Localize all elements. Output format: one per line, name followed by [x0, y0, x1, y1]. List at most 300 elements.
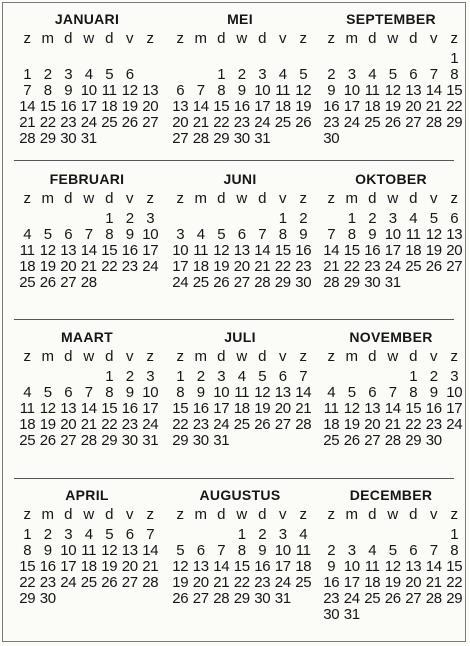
day-cell — [211, 211, 232, 227]
weekday-label: z — [23, 348, 31, 365]
weekday-label: v — [279, 30, 287, 47]
week-row — [170, 131, 320, 147]
day-cell: 2 — [43, 66, 52, 83]
day-cell: 26 — [213, 274, 230, 291]
day-cell: 24 — [446, 416, 463, 433]
day-cell: 17 — [60, 558, 77, 575]
week-row — [321, 99, 470, 115]
day-cell: 16 — [425, 400, 442, 417]
day-cell: 24 — [60, 574, 77, 591]
weekday-label: m — [194, 506, 207, 523]
day-cell: 19 — [101, 558, 118, 575]
week-row — [170, 385, 320, 401]
weekday-label: z — [146, 348, 154, 365]
day-cell — [120, 591, 141, 607]
day-cell: 8 — [105, 226, 114, 243]
day-cell — [58, 369, 79, 385]
day-cell: 10 — [343, 558, 360, 575]
day-cell: 7 — [84, 384, 93, 401]
day-cell: 22 — [446, 574, 463, 591]
day-cell: 2 — [237, 66, 246, 83]
day-cell — [383, 131, 404, 147]
day-cell: 25 — [364, 590, 381, 607]
day-cell — [362, 527, 383, 543]
day-cell: 7 — [84, 226, 93, 243]
day-cell: 23 — [121, 258, 138, 275]
week-row — [321, 115, 470, 131]
day-cell — [99, 51, 120, 67]
day-cell: 12 — [101, 542, 118, 559]
day-cell: 10 — [142, 226, 159, 243]
day-cell: 18 — [19, 416, 36, 433]
week-row — [17, 51, 167, 67]
day-cell: 4 — [299, 526, 308, 543]
day-cell: 9 — [327, 82, 336, 99]
day-cell — [191, 67, 212, 83]
day-cell: 9 — [64, 82, 73, 99]
day-cell: 16 — [233, 98, 250, 115]
weekday-header — [321, 31, 470, 47]
day-cell: 3 — [217, 368, 226, 385]
weekday-header — [17, 349, 167, 365]
day-cell: 30 — [121, 432, 138, 449]
month-november — [321, 328, 470, 449]
day-cell: 17 — [172, 258, 189, 275]
day-cell: 28 — [80, 432, 97, 449]
day-cell: 31 — [80, 130, 97, 147]
day-cell: 23 — [254, 574, 271, 591]
day-cell: 4 — [368, 66, 377, 83]
month-name: FEBRUARI — [49, 171, 125, 187]
day-cell: 31 — [343, 606, 360, 623]
day-cell: 31 — [274, 590, 291, 607]
weekday-label: w — [236, 30, 248, 47]
day-cell: 18 — [233, 400, 250, 417]
month-name: OKTOBER — [355, 171, 427, 187]
week-row — [170, 227, 320, 243]
day-cell: 9 — [125, 226, 134, 243]
day-cell: 8 — [43, 82, 52, 99]
day-cell: 7 — [327, 226, 336, 243]
day-cell: 21 — [80, 416, 97, 433]
day-cell: 2 — [327, 66, 336, 83]
weekday-label: z — [176, 190, 184, 207]
weekday-label: z — [23, 506, 31, 523]
month-september — [321, 10, 470, 147]
day-cell: 28 — [80, 274, 97, 291]
day-cell — [362, 131, 383, 147]
day-cell — [362, 51, 383, 67]
week-row — [170, 559, 320, 575]
day-cell: 1 — [105, 210, 114, 227]
day-cell: 19 — [425, 242, 442, 259]
day-cell — [99, 275, 120, 291]
day-cell: 26 — [343, 432, 360, 449]
month-juni — [170, 170, 320, 291]
weekday-label: m — [345, 190, 358, 207]
day-cell: 6 — [64, 384, 73, 401]
weekday-header — [170, 31, 320, 47]
weekday-label: w — [83, 190, 95, 207]
day-cell: 2 — [258, 526, 267, 543]
day-cell: 30 — [233, 130, 250, 147]
day-cell: 11 — [81, 542, 97, 559]
day-cell: 19 — [121, 98, 138, 115]
day-cell: 13 — [364, 400, 381, 417]
weekday-label: d — [217, 348, 226, 365]
week-row — [17, 385, 167, 401]
week-row — [170, 591, 320, 607]
day-cell: 22 — [39, 114, 56, 131]
day-cell: 1 — [105, 368, 114, 385]
weekday-label: z — [450, 30, 458, 47]
day-cell: 4 — [23, 226, 32, 243]
weekday-label: d — [409, 506, 418, 523]
day-cell: 25 — [80, 574, 97, 591]
day-cell: 9 — [299, 226, 308, 243]
month-name: JANUARI — [54, 11, 120, 27]
day-cell: 16 — [121, 400, 138, 417]
weekday-label: d — [105, 190, 114, 207]
month-name: MEI — [227, 11, 253, 27]
week-row — [170, 67, 320, 83]
weekday-label: w — [83, 348, 95, 365]
weekday-label: d — [258, 190, 267, 207]
day-cell: 2 — [125, 210, 134, 227]
weekday-header — [17, 191, 167, 207]
month-name: APRIL — [65, 487, 109, 503]
day-cell: 22 — [343, 258, 360, 275]
day-cell: 5 — [429, 210, 438, 227]
day-cell: 25 — [295, 574, 312, 591]
day-cell: 5 — [43, 226, 52, 243]
week-row — [17, 275, 167, 291]
day-cell: 29 — [446, 114, 463, 131]
day-cell: 3 — [278, 526, 287, 543]
day-cell — [232, 433, 253, 449]
month-name: NOVEMBER — [349, 329, 433, 345]
weekday-label: m — [41, 348, 54, 365]
day-cell: 20 — [274, 400, 291, 417]
day-cell: 28 — [213, 590, 230, 607]
day-cell: 22 — [172, 416, 189, 433]
day-cell: 29 — [446, 590, 463, 607]
weekday-label: z — [299, 30, 307, 47]
day-cell — [140, 67, 161, 83]
weekday-label: w — [83, 30, 95, 47]
day-cell: 7 — [299, 368, 308, 385]
day-cell: 19 — [39, 416, 56, 433]
day-cell: 30 — [254, 590, 271, 607]
day-cell: 2 — [125, 368, 134, 385]
day-cell — [403, 607, 424, 623]
day-cell: 10 — [274, 542, 291, 559]
week-row — [17, 83, 167, 99]
day-cell: 14 — [19, 98, 36, 115]
day-cell — [321, 527, 342, 543]
day-cell: 27 — [274, 416, 291, 433]
day-cell — [211, 51, 232, 67]
month-name: JULI — [224, 329, 256, 345]
day-cell — [17, 51, 38, 67]
weekday-label: v — [279, 506, 287, 523]
week-row — [170, 275, 320, 291]
day-cell: 26 — [254, 416, 271, 433]
day-cell: 18 — [101, 98, 118, 115]
weekday-label: d — [368, 30, 377, 47]
day-cell: 14 — [384, 400, 401, 417]
weekday-label: d — [368, 348, 377, 365]
day-cell: 6 — [409, 542, 418, 559]
day-cell: 10 — [343, 82, 360, 99]
week-row — [321, 369, 470, 385]
weekday-label: z — [450, 348, 458, 365]
day-cell — [273, 433, 294, 449]
weekday-label: z — [146, 30, 154, 47]
day-cell: 27 — [142, 114, 159, 131]
day-cell: 7 — [146, 526, 155, 543]
week-row — [321, 51, 470, 67]
day-cell: 4 — [196, 226, 205, 243]
week-row — [170, 99, 320, 115]
month-name: JUNI — [223, 171, 257, 187]
day-cell: 8 — [450, 542, 459, 559]
day-cell: 6 — [237, 226, 246, 243]
day-cell — [232, 51, 253, 67]
day-cell: 17 — [213, 400, 230, 417]
day-cell: 6 — [278, 368, 287, 385]
day-cell: 8 — [237, 542, 246, 559]
day-cell: 12 — [384, 558, 401, 575]
day-cell: 13 — [405, 82, 422, 99]
day-cell: 16 — [364, 242, 381, 259]
week-row — [170, 115, 320, 131]
day-cell: 17 — [142, 400, 159, 417]
weekday-label: z — [299, 190, 307, 207]
day-cell — [232, 211, 253, 227]
day-cell — [79, 211, 100, 227]
day-cell: 19 — [254, 400, 271, 417]
day-cell: 2 — [327, 542, 336, 559]
day-cell: 3 — [258, 66, 267, 83]
day-cell: 6 — [176, 82, 185, 99]
day-cell — [191, 527, 212, 543]
weekday-header — [17, 31, 167, 47]
day-cell: 29 — [274, 274, 291, 291]
day-cell: 2 — [429, 368, 438, 385]
day-cell: 13 — [60, 242, 77, 259]
day-cell: 16 — [60, 98, 77, 115]
day-cell: 23 — [192, 416, 209, 433]
day-cell: 17 — [274, 558, 291, 575]
day-cell: 27 — [405, 114, 422, 131]
day-cell: 20 — [233, 258, 250, 275]
day-cell: 25 — [405, 258, 422, 275]
week-row — [321, 401, 470, 417]
day-cell: 29 — [343, 274, 360, 291]
day-cell — [191, 51, 212, 67]
day-cell: 31 — [254, 130, 271, 147]
day-cell — [383, 369, 404, 385]
day-cell: 4 — [368, 542, 377, 559]
day-cell: 16 — [295, 242, 312, 259]
day-cell: 18 — [274, 98, 291, 115]
day-cell: 25 — [19, 274, 36, 291]
weekday-label: d — [64, 30, 73, 47]
weekday-header — [321, 349, 470, 365]
day-cell: 18 — [192, 258, 209, 275]
day-cell: 5 — [258, 368, 267, 385]
week-row — [17, 433, 167, 449]
day-cell: 13 — [192, 558, 209, 575]
day-cell: 10 — [446, 384, 463, 401]
week-row — [17, 591, 167, 607]
day-cell — [79, 369, 100, 385]
day-cell: 21 — [384, 416, 401, 433]
day-cell — [99, 131, 120, 147]
week-row — [170, 243, 320, 259]
day-cell — [252, 433, 273, 449]
day-cell — [383, 51, 404, 67]
weekday-label: z — [146, 190, 154, 207]
day-cell — [444, 607, 465, 623]
week-row — [170, 369, 320, 385]
day-cell: 15 — [343, 242, 360, 259]
day-cell: 22 — [446, 98, 463, 115]
month-januari — [17, 10, 167, 147]
day-cell: 30 — [323, 606, 340, 623]
day-cell — [321, 369, 342, 385]
week-row — [17, 575, 167, 591]
day-cell — [342, 369, 363, 385]
day-cell: 28 — [254, 274, 271, 291]
week-row — [170, 211, 320, 227]
day-cell: 18 — [323, 416, 340, 433]
day-cell: 24 — [172, 274, 189, 291]
day-cell: 20 — [172, 114, 189, 131]
day-cell: 28 — [425, 114, 442, 131]
day-cell: 1 — [23, 526, 32, 543]
day-cell: 2 — [43, 526, 52, 543]
month-name: DECEMBER — [349, 487, 433, 503]
day-cell: 22 — [19, 574, 36, 591]
day-cell: 31 — [213, 432, 230, 449]
day-cell: 30 — [295, 274, 312, 291]
day-cell: 12 — [213, 242, 230, 259]
day-cell — [252, 211, 273, 227]
day-cell — [38, 369, 59, 385]
day-cell: 7 — [217, 542, 226, 559]
day-cell: 15 — [19, 558, 36, 575]
day-cell — [191, 211, 212, 227]
weekday-label: d — [409, 348, 418, 365]
day-cell: 5 — [105, 526, 114, 543]
day-cell: 22 — [213, 114, 230, 131]
day-cell: 13 — [274, 384, 291, 401]
weekday-label: z — [327, 506, 335, 523]
day-cell: 25 — [274, 114, 291, 131]
day-cell: 7 — [429, 66, 438, 83]
day-cell: 8 — [278, 226, 287, 243]
week-row — [17, 131, 167, 147]
weekday-label: d — [64, 190, 73, 207]
day-cell: 10 — [172, 242, 189, 259]
week-row — [321, 211, 470, 227]
day-cell: 21 — [425, 98, 442, 115]
day-cell — [38, 211, 59, 227]
day-cell: 11 — [405, 226, 421, 243]
day-cell — [342, 131, 363, 147]
day-cell — [424, 607, 445, 623]
weekday-header — [321, 191, 470, 207]
week-row — [170, 401, 320, 417]
day-cell: 6 — [368, 384, 377, 401]
day-cell — [211, 527, 232, 543]
week-row — [321, 417, 470, 433]
day-cell: 14 — [295, 384, 312, 401]
day-cell — [424, 131, 445, 147]
week-row — [17, 67, 167, 83]
day-cell: 4 — [237, 368, 246, 385]
day-cell: 11 — [101, 82, 117, 99]
day-cell: 20 — [60, 416, 77, 433]
day-cell: 29 — [233, 590, 250, 607]
week-row — [321, 543, 470, 559]
day-cell: 4 — [327, 384, 336, 401]
week-row — [170, 259, 320, 275]
day-cell: 24 — [142, 416, 159, 433]
day-cell: 23 — [295, 258, 312, 275]
day-cell: 28 — [425, 590, 442, 607]
day-cell — [140, 275, 161, 291]
weekday-header — [17, 507, 167, 523]
day-cell: 15 — [172, 400, 189, 417]
day-cell: 17 — [142, 242, 159, 259]
day-cell: 11 — [323, 400, 339, 417]
weekday-label: v — [126, 506, 134, 523]
day-cell: 15 — [101, 242, 118, 259]
day-cell: 13 — [121, 542, 138, 559]
day-cell: 13 — [60, 400, 77, 417]
day-cell: 1 — [217, 66, 226, 83]
day-cell — [403, 131, 424, 147]
day-cell: 26 — [384, 590, 401, 607]
day-cell: 30 — [425, 432, 442, 449]
day-cell: 26 — [101, 574, 118, 591]
day-cell: 9 — [368, 226, 377, 243]
day-cell — [342, 527, 363, 543]
weekday-label: v — [126, 190, 134, 207]
day-cell: 7 — [429, 542, 438, 559]
day-cell: 4 — [84, 526, 93, 543]
day-cell: 19 — [384, 574, 401, 591]
month-augustus — [170, 486, 320, 607]
day-cell: 23 — [121, 416, 138, 433]
weekday-label: w — [387, 506, 399, 523]
day-cell: 12 — [39, 242, 56, 259]
weekday-label: d — [258, 348, 267, 365]
week-row — [321, 559, 470, 575]
day-cell: 16 — [192, 400, 209, 417]
day-cell: 24 — [343, 590, 360, 607]
day-cell — [403, 51, 424, 67]
month-name: AUGUSTUS — [199, 487, 281, 503]
day-cell: 8 — [176, 384, 185, 401]
day-cell: 5 — [388, 66, 397, 83]
day-cell: 5 — [176, 542, 185, 559]
day-cell: 26 — [425, 258, 442, 275]
month-maart — [17, 328, 167, 449]
